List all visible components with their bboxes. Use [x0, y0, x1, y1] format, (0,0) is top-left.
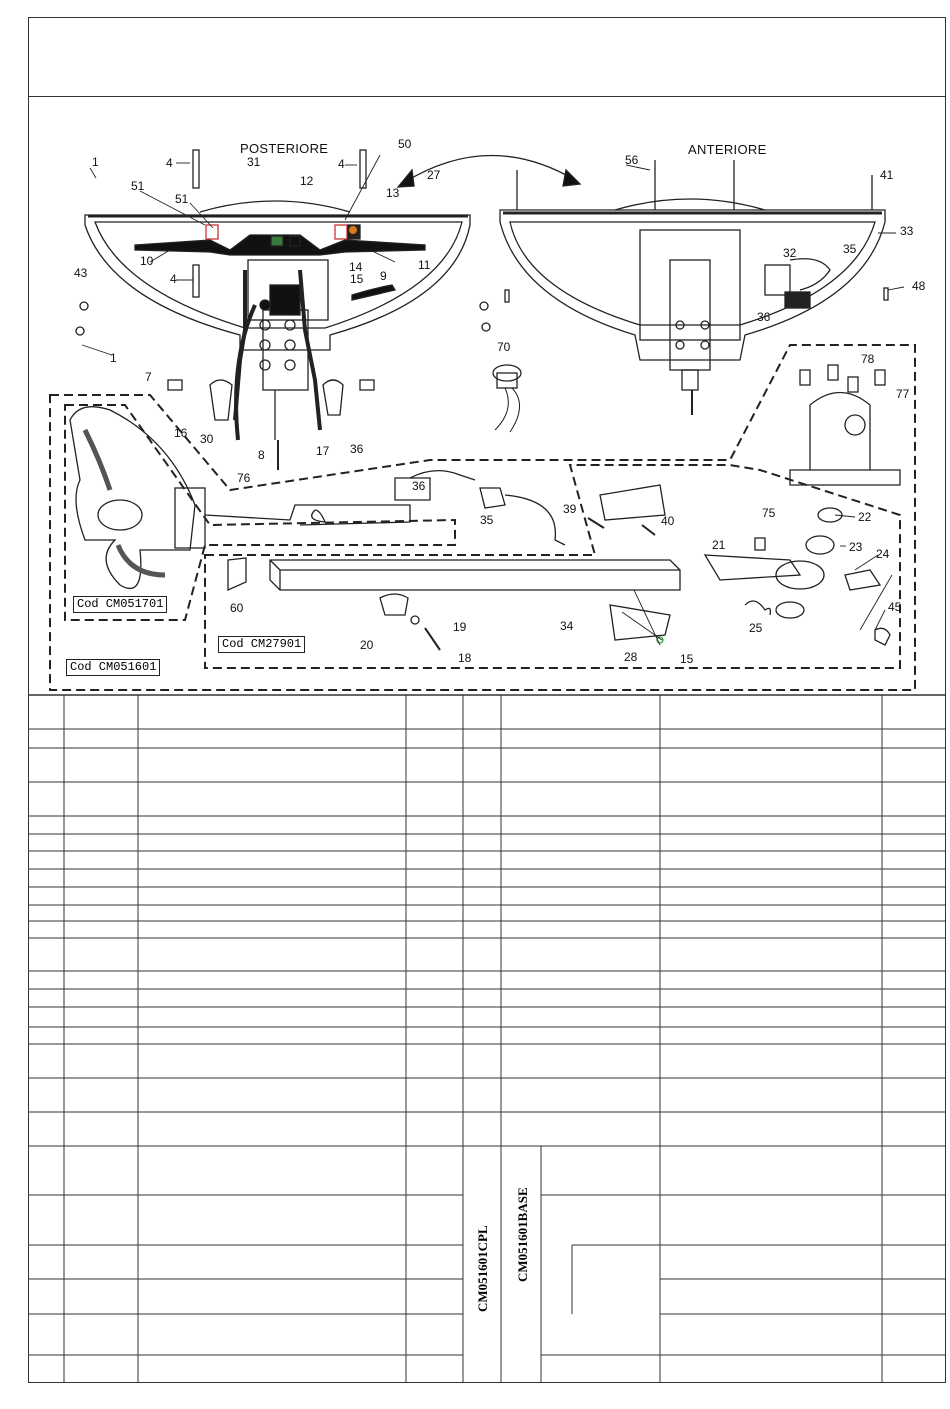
- front-view-title: ANTERIORE: [688, 142, 767, 157]
- part-number-label: 31: [247, 155, 261, 169]
- part-number-label: 56: [625, 153, 639, 167]
- part-number-label: 1: [110, 351, 117, 365]
- part-number-label: 33: [900, 224, 914, 238]
- part-number-label: 1: [92, 155, 99, 169]
- kit-boundary-handset: [65, 405, 455, 620]
- part-number-label: 8: [258, 448, 265, 462]
- part-number-label: 15: [680, 652, 694, 666]
- part-number-label: 41: [880, 168, 894, 182]
- part-number-label: 11: [418, 258, 431, 272]
- part-number-label: 24: [876, 547, 890, 561]
- part-number-label: 12: [300, 174, 314, 188]
- part-number-label: 35: [480, 513, 494, 527]
- part-number-label: 60: [230, 601, 244, 615]
- kit-code-complete: Cod CM051601: [66, 659, 160, 676]
- vertical-code-base: CM051601BASE: [515, 1187, 530, 1282]
- part-number-label: 32: [783, 246, 797, 260]
- part-number-label: 27: [427, 168, 441, 182]
- part-number-label: 30: [200, 432, 214, 446]
- kit-code-handset: Cod CM051701: [73, 596, 167, 613]
- part-number-label: 25: [749, 621, 763, 635]
- part-number-label: 50: [398, 137, 412, 151]
- part-number-label: 21: [712, 538, 726, 552]
- rear-view-title: POSTERIORE: [240, 141, 329, 156]
- part-number-label: 51: [131, 179, 145, 193]
- part-number-label: 36: [757, 310, 771, 324]
- part-number-label: 28: [624, 650, 638, 664]
- handset: [70, 407, 565, 589]
- part-number-label: 34: [560, 619, 574, 633]
- kit-code-bar: Cod CM27901: [218, 636, 305, 653]
- part-number-label: 70: [497, 340, 511, 354]
- part-number-label: 20: [360, 638, 374, 652]
- part-number-label: 75: [762, 506, 776, 520]
- part-number-label: 7: [145, 370, 152, 384]
- part-number-label: 77: [896, 387, 910, 401]
- part-number-label: 23: [849, 540, 863, 554]
- part-number-label: 39: [563, 502, 577, 516]
- part-number-label: 36: [350, 442, 364, 456]
- part-number-label: 45: [888, 600, 902, 614]
- part-number-label: 76: [237, 471, 251, 485]
- part-number-label: 9: [380, 269, 387, 283]
- vertical-code-complete: CM051601CPL: [475, 1225, 490, 1312]
- part-number-label: 40: [661, 514, 675, 528]
- part-number-label: 43: [74, 266, 88, 280]
- part-number-label: 35: [843, 242, 857, 256]
- rear-view: [76, 150, 490, 470]
- part-number-label: 10: [140, 254, 154, 268]
- part-number-label: 15: [350, 272, 364, 286]
- part-number-label: 4: [166, 156, 173, 170]
- part-number-label: 78: [861, 352, 875, 366]
- front-view: [500, 160, 888, 415]
- parts-table-grid: [64, 695, 882, 1383]
- part-number-label: 19: [453, 620, 467, 634]
- part-number-label: 18: [458, 651, 472, 665]
- part-number-label: 4: [338, 157, 345, 171]
- mount-base: [790, 365, 900, 485]
- part-number-label: 22: [858, 510, 872, 524]
- lock-mechanism: [705, 508, 890, 645]
- part-number-label: 36: [412, 479, 426, 493]
- part-number-label: 14: [349, 260, 363, 274]
- part-number-label: 16: [174, 426, 188, 440]
- part-number-label: 51: [175, 192, 189, 206]
- part-number-label: 17: [316, 444, 330, 458]
- part-number-label: 48: [912, 279, 926, 293]
- kit-boundary-bar: [205, 465, 900, 668]
- part-number-label: 4: [170, 272, 177, 286]
- part-number-label: 13: [386, 186, 400, 200]
